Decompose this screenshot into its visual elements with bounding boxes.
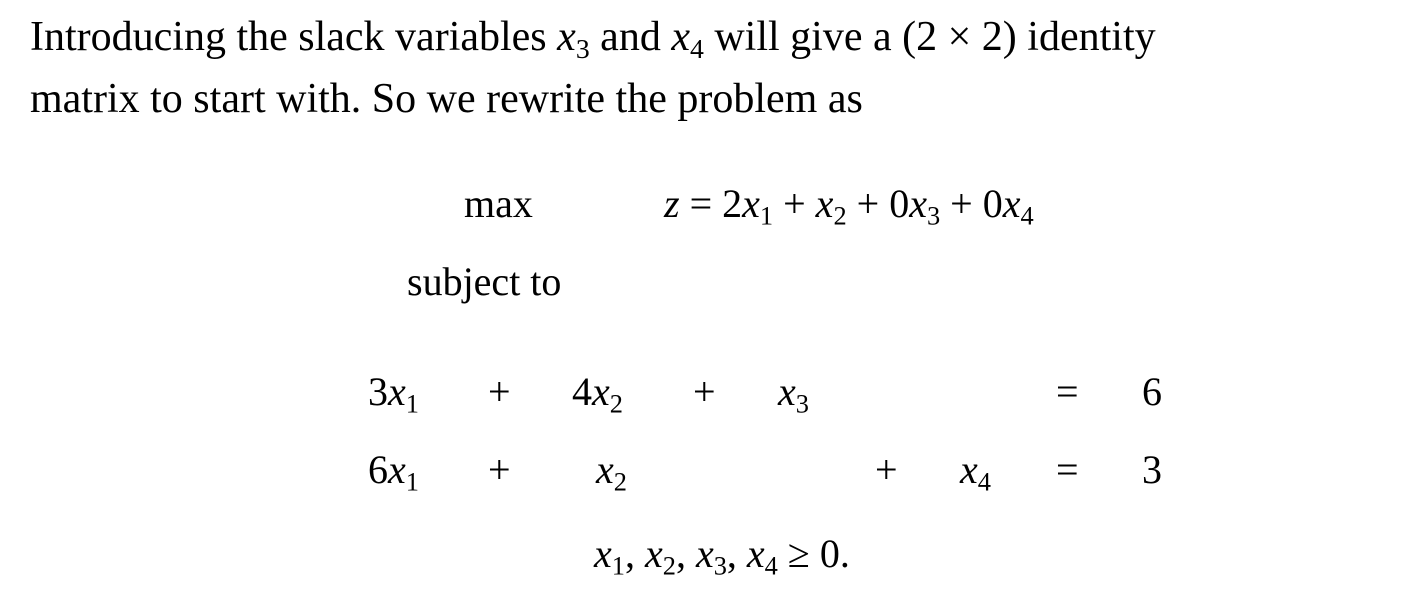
c1-term-x3: $x_3$ (778, 369, 809, 419)
c1-plus-1: + (488, 369, 511, 414)
slack-var-x4: $x_4$ (671, 14, 704, 64)
intro-line-1 (30, 6, 1390, 68)
intro-paragraph (30, 6, 1390, 130)
objective-function: $z = 2x_1 + x_2 + 0x_3 + 0x_4$ (664, 181, 1034, 231)
intro-line-2: matrix to start with. So we rewrite the problem as (30, 76, 863, 122)
c1-plus-2: + (693, 369, 716, 414)
max-keyword: max (464, 181, 533, 226)
c1-term-x2: $4x_2$ (572, 369, 623, 419)
nonnegativity-constraint: $x_1$, $x_2$, $x_3$, $x_4 \ge 0$. (594, 531, 850, 581)
c1-equals: = (1056, 369, 1079, 414)
c2-term-x1: $6x_1$ (368, 447, 419, 497)
slack-var-x3: $x_3$ (557, 14, 590, 64)
c2-term-x4: $x_4$ (960, 447, 991, 497)
c1-rhs: 6 (1142, 369, 1162, 414)
c2-plus-2: + (875, 447, 898, 492)
intro-text-a: Introducing the slack variables (30, 14, 558, 60)
c2-plus-1: + (488, 447, 511, 492)
intro-text-b: and (589, 14, 672, 60)
c2-term-x2: $x_2$ (596, 447, 627, 497)
c2-equals: = (1056, 447, 1079, 492)
c1-term-x1: $3x_1$ (368, 369, 419, 419)
subject-to-label: subject to (407, 259, 562, 304)
intro-text-c: will give a (2 × 2) identity (703, 14, 1156, 60)
c2-rhs: 3 (1142, 447, 1162, 492)
